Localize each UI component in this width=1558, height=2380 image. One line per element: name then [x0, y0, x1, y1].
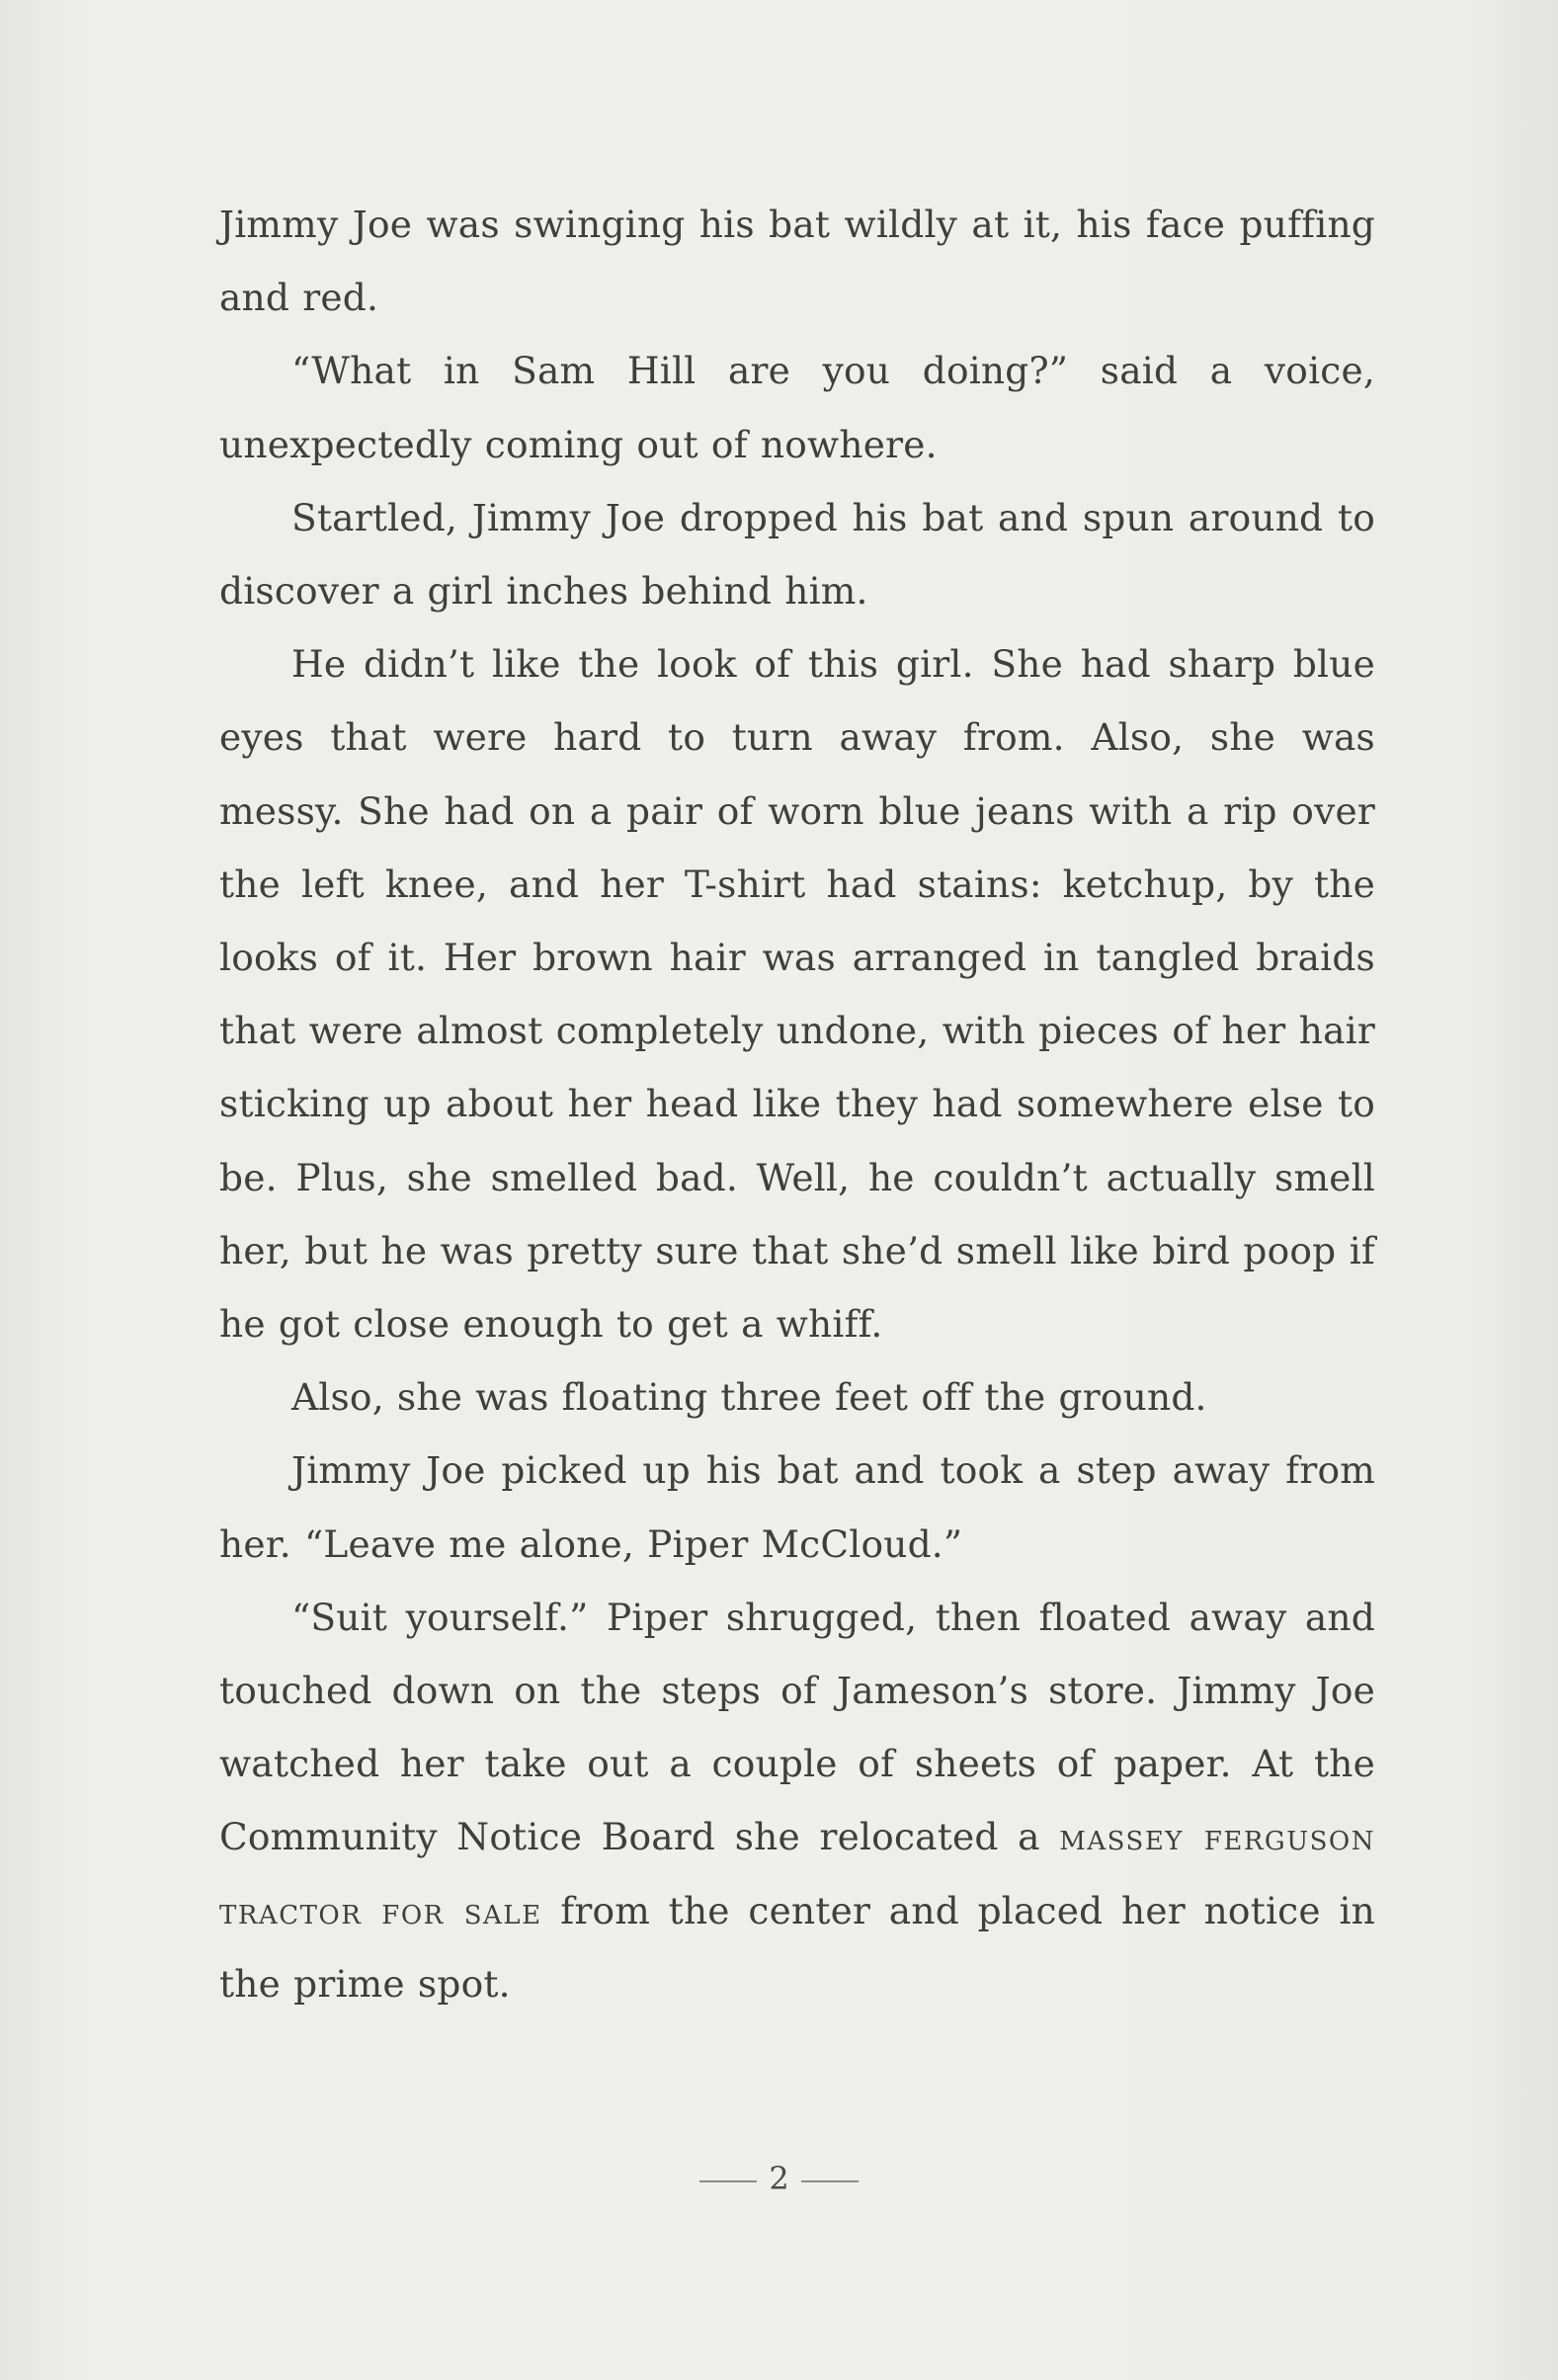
- tractor-notice-text: massey ferguson tractor for sale: [219, 1815, 1375, 1932]
- paragraph-4: He didn’t like the look of this girl. She had sharp blue eyes that were hard to turn away from. Also, she was messy. She had on a pair of worn blue jeans with a rip over the left knee, and her T-shirt had stains: ketchup, by the looks of it. Her brown hair was arranged in tangled braids that were almost completely undone, with pieces of her hair sticking up about her head like they had somewhere else to be. Plus, she smelled bad. Well, he couldn’t actually smell her, but he was pretty sure that she’d smell like bird poop if he got close enough to get a whiff.: [219, 642, 1375, 1347]
- folio-dash-right: [801, 2180, 859, 2182]
- paragraph-2: “What in Sam Hill are you doing?” said a voice, unexpectedly coming out of nowhere.: [219, 349, 1375, 466]
- paragraph-7-end: from the center and placed her notice in the prime spot.: [219, 1888, 1375, 2006]
- paragraph-3: Startled, Jimmy Joe dropped his bat and spun around to discover a girl inches behind him.: [219, 495, 1375, 614]
- body-text: [219, 188, 1375, 2020]
- paragraph-7: [219, 1581, 1375, 2020]
- folio-dash-left: [699, 2180, 757, 2182]
- paragraph-5: Also, she was floating three feet off the ground.: [291, 1375, 1207, 1420]
- paragraph-7-start: “Suit yourself.” Piper shrugged, then floated away and touched down on the steps of Jameson’s store. Jimmy Joe watched her take out a couple of sheets of paper. At the Community Notice Board she relocated a: [219, 1595, 1375, 1859]
- paragraph-1: Jimmy Joe was swinging his bat wildly at it, his face puffing and red.: [219, 203, 1375, 320]
- page-footer: [0, 2160, 1558, 2197]
- page-number: 2: [769, 2160, 789, 2197]
- paragraph-6: Jimmy Joe picked up his bat and took a step away from her. “Leave me alone, Piper McCloud.”: [219, 1448, 1375, 1566]
